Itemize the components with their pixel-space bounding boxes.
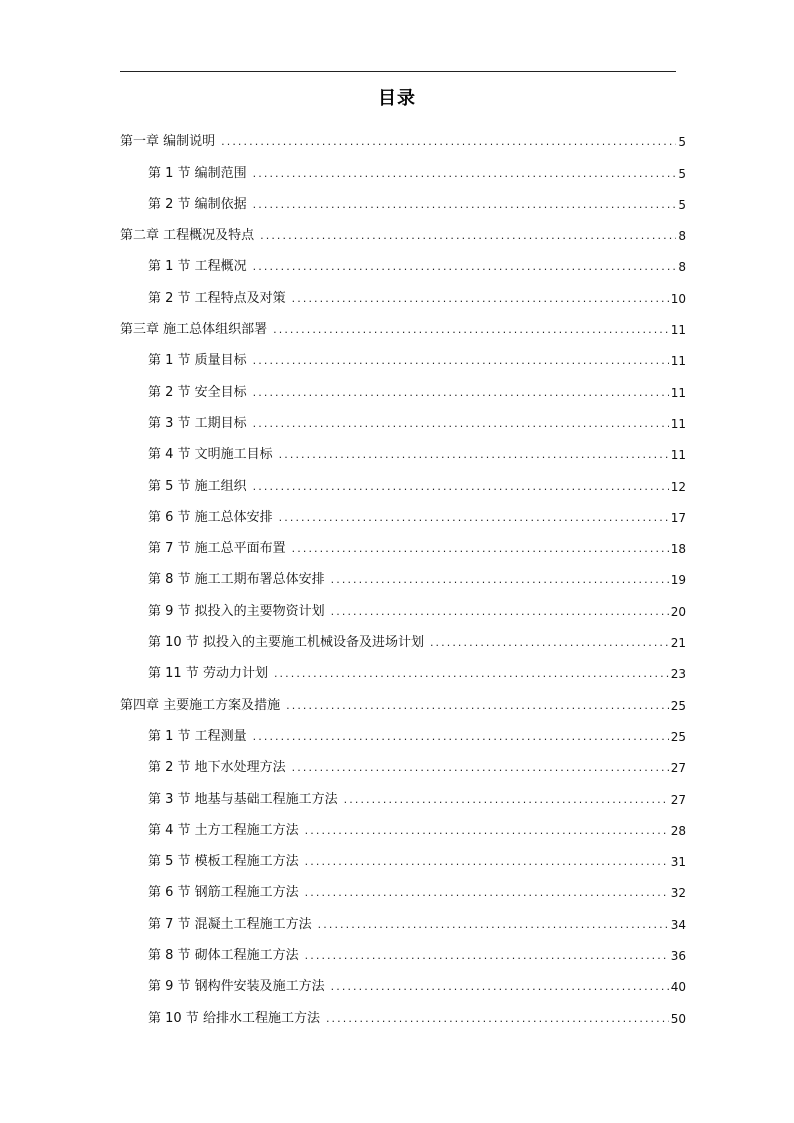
toc-chapter-entry[interactable] [120,119,686,150]
toc-section-entry[interactable] [120,244,686,275]
dot-leader [253,479,669,495]
dot-leader [305,948,669,964]
toc-entry-title: 第 2 节 安全目标 [148,384,247,400]
dot-leader [253,353,669,369]
toc-entry-title: 第 6 节 钢筋工程施工方法 [148,885,299,901]
toc-entry-title: 第 4 节 文明施工目标 [148,447,273,463]
toc-section-entry[interactable] [120,808,686,839]
toc-page-number: 11 [670,354,686,369]
toc-page-number: 40 [670,980,686,995]
dot-leader [305,854,669,870]
toc-entry-title: 第 10 节 拟投入的主要施工机械设备及进场计划 [148,635,424,651]
toc-page-number: 25 [670,698,686,713]
toc-section-entry[interactable] [120,933,686,964]
dot-leader [305,823,669,839]
toc-entry-title: 第 9 节 钢构件安装及施工方法 [148,979,325,995]
toc-section-entry[interactable] [120,526,686,557]
dot-leader [253,166,677,182]
toc-page-number: 18 [670,542,686,557]
dot-leader [253,416,669,432]
dot-leader [253,259,677,275]
toc-section-entry[interactable] [120,432,686,463]
dot-leader [253,385,669,401]
dot-leader [331,604,669,620]
dot-leader [331,979,669,995]
dot-leader [292,291,669,307]
toc-page-number: 19 [670,573,686,588]
toc-entry-title: 第 2 节 工程特点及对策 [148,290,286,306]
dot-leader [221,134,676,150]
dot-leader [273,322,669,338]
toc-page-number: 21 [670,636,686,651]
toc-page-number: 12 [670,479,686,494]
toc-section-entry[interactable] [120,620,686,651]
toc-page-number: 31 [670,855,686,870]
dot-leader [286,698,669,714]
toc-entry-title: 第 8 节 施工工期布署总体安排 [148,572,325,588]
toc-section-entry[interactable] [120,995,686,1026]
toc-section-entry[interactable] [120,776,686,807]
toc-page-number: 10 [670,291,686,306]
toc-page-number: 36 [670,949,686,964]
toc-entry-title: 第 10 节 给排水工程施工方法 [148,1010,320,1026]
toc-entry-title: 第 8 节 砌体工程施工方法 [148,948,299,964]
toc-entry-title: 第 3 节 地基与基础工程施工方法 [148,791,338,807]
toc-section-entry[interactable] [120,338,686,369]
toc-entry-title: 第一章 编制说明 [120,134,216,150]
toc-entry-title: 第 5 节 施工组织 [148,478,247,494]
toc-section-entry[interactable] [120,369,686,400]
dot-leader [326,1011,669,1027]
toc-page-number: 23 [670,667,686,682]
toc-entry-title: 第 7 节 混凝土工程施工方法 [148,916,312,932]
dot-leader [292,760,669,776]
toc-entry-title: 第 2 节 地下水处理方法 [148,760,286,776]
dot-leader [274,666,669,682]
toc-chapter-entry[interactable] [120,307,686,338]
toc-entry-title: 第 6 节 施工总体安排 [148,509,273,525]
toc-section-entry[interactable] [120,275,686,306]
dot-leader [260,228,676,244]
toc-page-number: 8 [678,260,686,275]
toc-section-entry[interactable] [120,588,686,619]
toc-page-number: 28 [670,823,686,838]
toc-page-number: 8 [678,229,686,244]
dot-leader [253,197,677,213]
toc-entry-title: 第 2 节 编制依据 [148,196,247,212]
toc-page-number: 27 [670,761,686,776]
toc-entry-title: 第 4 节 土方工程施工方法 [148,822,299,838]
toc-page-number: 25 [670,729,686,744]
toc-section-entry[interactable] [120,651,686,682]
toc-section-entry[interactable] [120,557,686,588]
toc-entry-title: 第 1 节 工程概况 [148,259,247,275]
toc-section-entry[interactable] [120,182,686,213]
dot-leader [430,635,669,651]
toc-section-entry[interactable] [120,870,686,901]
toc-page-number: 11 [670,323,686,338]
toc-entry-title: 第二章 工程概况及特点 [120,228,255,244]
toc-section-entry[interactable] [120,401,686,432]
toc-page-number: 11 [670,385,686,400]
toc-section-entry[interactable] [120,745,686,776]
toc-entry-title: 第 3 节 工期目标 [148,415,247,431]
toc-section-entry[interactable] [120,901,686,932]
dot-leader [331,572,669,588]
dot-leader [318,917,669,933]
toc-entry-title: 第 1 节 编制范围 [148,165,247,181]
dot-leader [292,541,669,557]
toc-page-number: 17 [670,510,686,525]
toc-page-number: 11 [670,416,686,431]
toc-entry-title: 第三章 施工总体组织部署 [120,322,268,338]
toc-entry-title: 第四章 主要施工方案及措施 [120,697,281,713]
toc-page-number: 20 [670,604,686,619]
toc-page-number: 5 [678,135,686,150]
table-of-contents [120,119,686,1027]
header-rule [120,71,676,72]
toc-page-number: 5 [678,166,686,181]
dot-leader [344,792,669,808]
page-title: 目录 [378,88,416,109]
toc-page-number: 11 [670,448,686,463]
toc-entry-title: 第 1 节 工程测量 [148,728,247,744]
toc-page-number: 27 [670,792,686,807]
toc-section-entry[interactable] [120,714,686,745]
toc-page-number: 32 [670,886,686,901]
dot-leader [279,447,669,463]
toc-entry-title: 第 11 节 劳动力计划 [148,666,268,682]
toc-section-entry[interactable] [120,463,686,494]
toc-chapter-entry[interactable] [120,213,686,244]
toc-page-number: 5 [678,197,686,212]
toc-section-entry[interactable] [120,150,686,181]
toc-section-entry[interactable] [120,964,686,995]
toc-entry-title: 第 7 节 施工总平面布置 [148,541,286,557]
toc-entry-title: 第 5 节 模板工程施工方法 [148,854,299,870]
toc-section-entry[interactable] [120,839,686,870]
toc-chapter-entry[interactable] [120,682,686,713]
toc-page-number: 50 [670,1011,686,1026]
toc-entry-title: 第 9 节 拟投入的主要物资计划 [148,603,325,619]
dot-leader [253,729,669,745]
toc-page-number: 34 [670,917,686,932]
dot-leader [305,885,669,901]
toc-section-entry[interactable] [120,495,686,526]
toc-entry-title: 第 1 节 质量目标 [148,353,247,369]
dot-leader [279,510,669,526]
